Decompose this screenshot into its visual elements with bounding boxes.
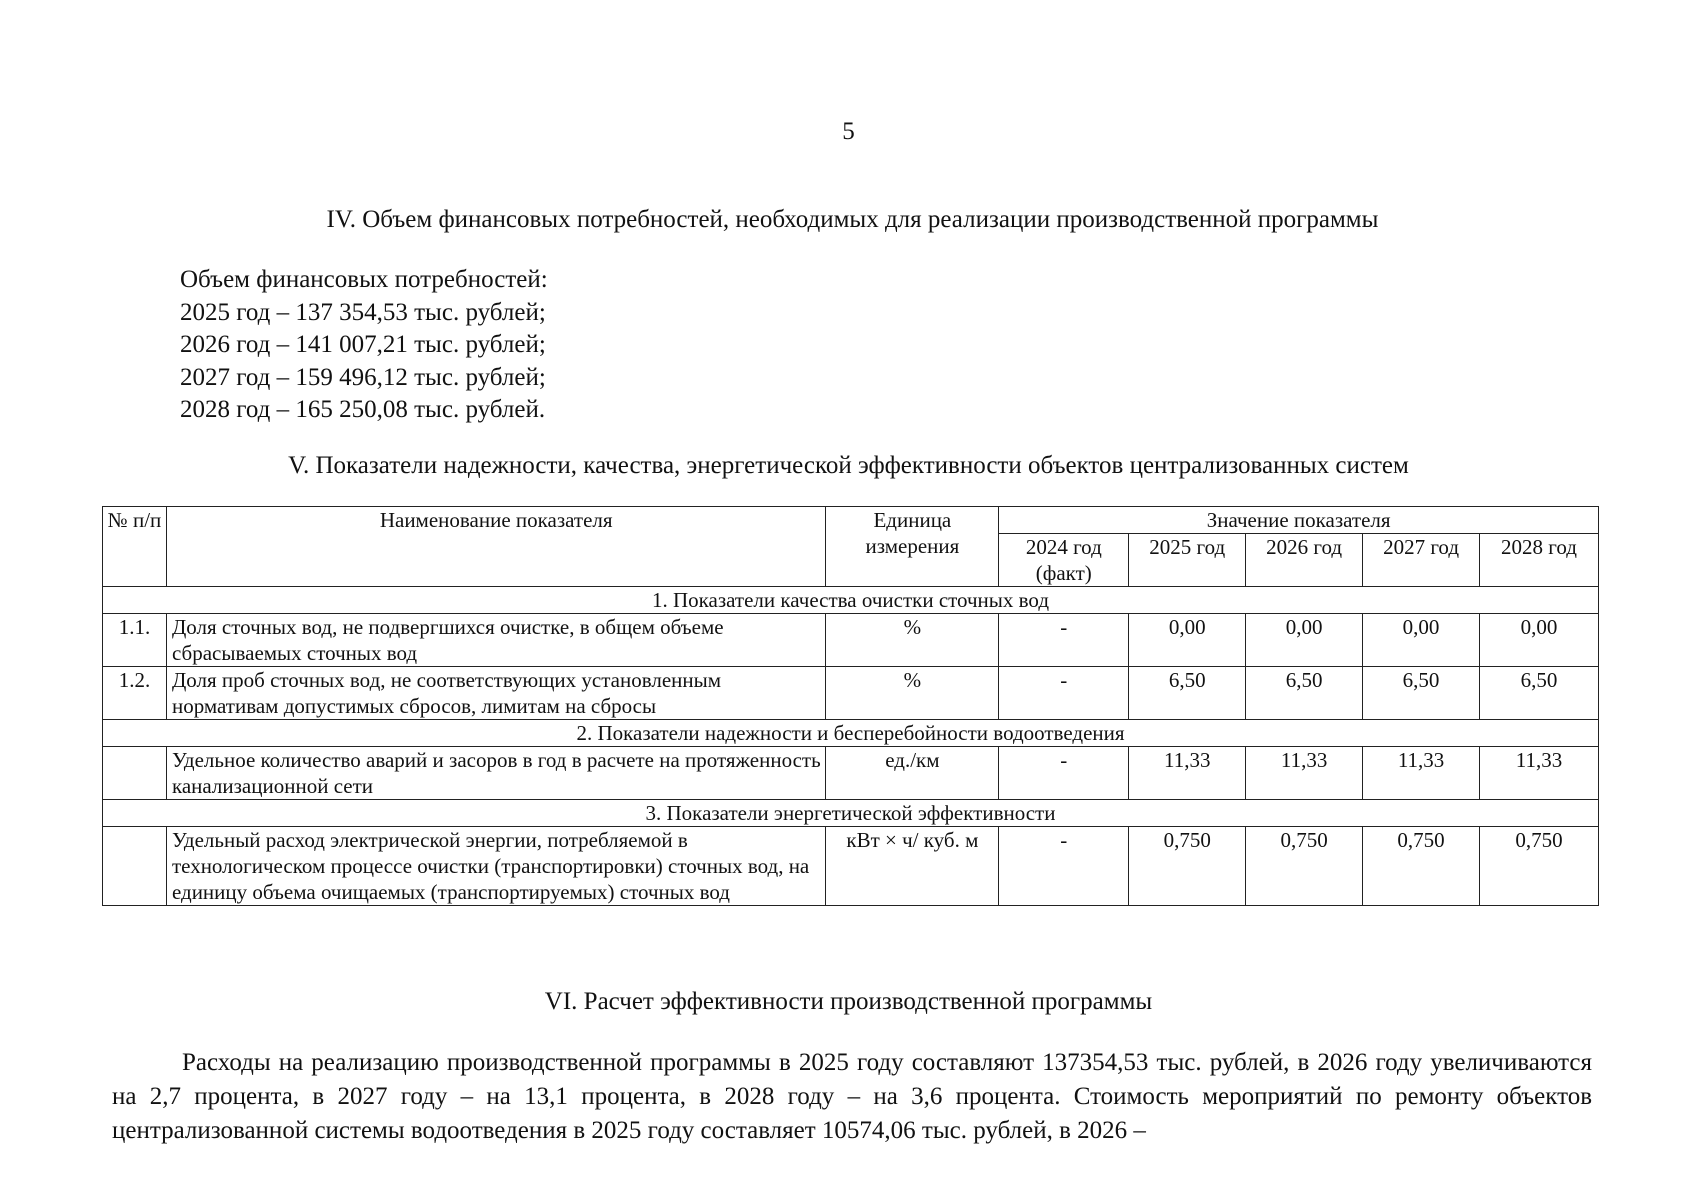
header-num: № п/п — [103, 507, 167, 587]
table-row — [103, 614, 1599, 667]
financial-needs-2026: 2026 год – 141 007,21 тыс. рублей; — [180, 331, 546, 358]
row-num — [103, 827, 167, 906]
row-value-2026: 11,33 — [1246, 747, 1363, 800]
row-unit: % — [826, 614, 999, 667]
row-value-2025: 0,750 — [1129, 827, 1246, 906]
row-value-2024: - — [999, 614, 1129, 667]
section-row — [103, 800, 1599, 827]
row-value-2024: - — [999, 747, 1129, 800]
section-title: 2. Показатели надежности и бесперебойности водоотведения — [103, 720, 1599, 747]
row-value-2024: - — [999, 827, 1129, 906]
section-title: 1. Показатели качества очистки сточных вод — [103, 587, 1599, 614]
row-num: 1.2. — [103, 667, 167, 720]
section-title: 3. Показатели энергетической эффективности — [103, 800, 1599, 827]
financial-needs-list — [180, 264, 548, 427]
section-row — [103, 720, 1599, 747]
row-num: 1.1. — [103, 614, 167, 667]
row-name: Доля сточных вод, не подвергшихся очистке, в общем объеме сбрасываемых сточных вод — [166, 614, 825, 667]
efficiency-paragraph — [112, 1046, 1592, 1148]
row-value-2026: 0,00 — [1246, 614, 1363, 667]
section-6-title: VI. Расчет эффективности производственной программы — [544, 988, 1153, 1015]
row-value-2025: 11,33 — [1129, 747, 1246, 800]
table-row — [103, 827, 1599, 906]
row-value-2026: 0,750 — [1246, 827, 1363, 906]
header-value: Значение показателя — [999, 507, 1599, 534]
header-row — [103, 507, 1599, 534]
table-row — [103, 667, 1599, 720]
section-4-title: IV. Объем финансовых потребностей, необходимых для реализации производственной программы — [326, 206, 1379, 233]
row-value-2028: 11,33 — [1480, 747, 1599, 800]
row-value-2026: 6,50 — [1246, 667, 1363, 720]
row-value-2027: 11,33 — [1363, 747, 1480, 800]
financial-needs-2027: 2027 год – 159 496,12 тыс. рублей; — [180, 363, 546, 391]
efficiency-text: Расходы на реализацию производственной программы в 2025 году составляют 137354,53 тыс. рублей, в 2026 году увеличиваются на 2,7 процента, в 2027 году – на 13,1 процента, в 2028 году – на 3,6 процента. Стоимость мероприятий по ремонту объектов централизованной системы водоотведения в 2025 году составляет 10574,06 тыс. рублей, в 2026 – — [112, 1049, 1592, 1144]
header-year-2028: 2028 год — [1480, 534, 1599, 587]
financial-needs-2025: 2025 год – 137 354,53 тыс. рублей; — [180, 298, 546, 326]
row-unit: кВт × ч/ куб. м — [826, 827, 999, 906]
financial-needs-intro: Объем финансовых потребностей: — [180, 266, 548, 293]
row-name: Удельное количество аварий и засоров в год в расчете на протяженность канализационной сети — [166, 747, 825, 800]
row-value-2028: 0,00 — [1480, 614, 1599, 667]
row-name: Доля проб сточных вод, не соответствующих установленным нормативам допустимых сбросов, лимитам на сбросы — [166, 667, 825, 720]
header-name: Наименование показателя — [166, 507, 825, 587]
row-name: Удельный расход электрической энергии, потребляемой в технологическом процессе очистки (транспортировки) сточных вод, на единицу объема очищаемых (транспортируемых) сточных вод — [166, 827, 825, 906]
row-value-2028: 6,50 — [1480, 667, 1599, 720]
header-year-2025: 2025 год — [1129, 534, 1246, 587]
row-value-2027: 6,50 — [1363, 667, 1480, 720]
row-value-2025: 0,00 — [1129, 614, 1246, 667]
row-num — [103, 747, 167, 800]
indicators-table — [102, 506, 1599, 906]
page-number: 5 — [842, 118, 855, 145]
section-5-title: V. Показатели надежности, качества, энергетической эффективности объектов централизованных систем — [288, 452, 1409, 479]
header-year-2024: 2024 год (факт) — [999, 534, 1129, 587]
header-year-2027: 2027 год — [1363, 534, 1480, 587]
row-unit: % — [826, 667, 999, 720]
row-value-2024: - — [999, 667, 1129, 720]
financial-needs-2028: 2028 год – 165 250,08 тыс. рублей. — [180, 396, 546, 423]
section-row — [103, 587, 1599, 614]
table-row — [103, 747, 1599, 800]
row-value-2028: 0,750 — [1480, 827, 1599, 906]
row-value-2025: 6,50 — [1129, 667, 1246, 720]
header-year-2026: 2026 год — [1246, 534, 1363, 587]
header-unit: Единица измерения — [826, 507, 999, 587]
row-unit: ед./км — [826, 747, 999, 800]
row-value-2027: 0,750 — [1363, 827, 1480, 906]
row-value-2027: 0,00 — [1363, 614, 1480, 667]
